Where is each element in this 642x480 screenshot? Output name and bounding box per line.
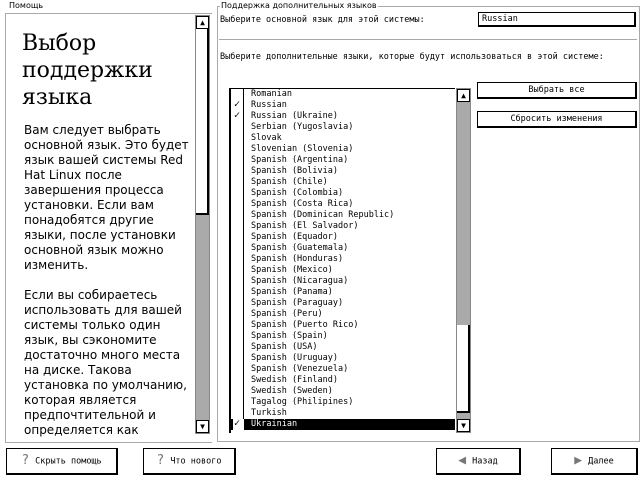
language-row[interactable] <box>231 210 455 221</box>
language-name: Ukrainian <box>251 419 298 429</box>
help-scroll-thumb[interactable] <box>196 29 209 215</box>
language-name: Tagalog (Philipines) <box>251 397 354 407</box>
language-checkbox[interactable] <box>233 397 244 408</box>
language-row[interactable] <box>231 386 455 397</box>
language-row[interactable] <box>231 133 455 144</box>
language-frame-title: Поддержка дополнительных языков <box>221 1 377 10</box>
language-checkbox[interactable] <box>233 265 244 276</box>
language-name: Spanish (Colombia) <box>251 188 344 198</box>
language-name: Spanish (Venezuela) <box>251 364 349 374</box>
language-checkbox[interactable] <box>233 210 244 221</box>
next-button[interactable] <box>551 448 638 475</box>
language-name: Spanish (Guatemala) <box>251 243 349 253</box>
language-list[interactable] <box>229 88 455 433</box>
language-row[interactable] <box>231 100 455 111</box>
scroll-down-icon[interactable]: ▼ <box>196 420 209 433</box>
language-name: Spanish (Costa Rica) <box>251 199 354 209</box>
language-row[interactable] <box>231 188 455 199</box>
language-checkbox[interactable] <box>233 364 244 375</box>
whats-new-label: Что нового <box>170 456 222 467</box>
language-name: Spanish (Mexico) <box>251 265 333 275</box>
next-arrow-icon: ▶ <box>574 453 583 468</box>
language-row[interactable] <box>231 89 455 100</box>
language-row[interactable] <box>231 111 455 122</box>
language-name: Spanish (Chile) <box>251 177 328 187</box>
language-checkbox[interactable] <box>233 309 244 320</box>
language-row[interactable] <box>231 320 455 331</box>
language-checkbox[interactable] <box>233 254 244 265</box>
language-checkbox[interactable] <box>233 386 244 397</box>
language-row[interactable] <box>231 155 455 166</box>
language-row[interactable] <box>231 221 455 232</box>
language-name: Spanish (Uruguay) <box>251 353 338 363</box>
language-checkbox[interactable] <box>233 199 244 210</box>
language-row[interactable] <box>231 419 455 430</box>
language-row[interactable] <box>231 309 455 320</box>
help-icon: ? <box>21 453 30 468</box>
language-row[interactable] <box>231 276 455 287</box>
reset-changes-button[interactable]: Сбросить изменения <box>477 111 637 128</box>
language-name: Serbian (Yugoslavia) <box>251 122 354 132</box>
language-row[interactable] <box>231 144 455 155</box>
language-name: Spanish (Argentina) <box>251 155 349 165</box>
language-row[interactable] <box>231 166 455 177</box>
language-checkbox[interactable] <box>233 111 244 122</box>
help-paragraph-2: Если вы собираетесь использовать для вашей системы только один язык, вы сэкономите достаточно много места на диске. Такова установка по умолчанию, которая является предпочтительной и определяется как <box>24 288 187 437</box>
help-scrollbar[interactable] <box>195 15 210 434</box>
scroll-up-icon[interactable]: ▲ <box>196 16 209 29</box>
select-all-button[interactable]: Выбрать все <box>477 82 637 99</box>
language-row[interactable] <box>231 353 455 364</box>
language-checkbox[interactable] <box>233 353 244 364</box>
language-scrollbar[interactable] <box>456 88 471 433</box>
language-row[interactable] <box>231 254 455 265</box>
language-checkbox[interactable] <box>233 298 244 309</box>
language-row[interactable] <box>231 342 455 353</box>
language-scroll-thumb[interactable] <box>457 325 470 413</box>
language-checkbox[interactable] <box>233 155 244 166</box>
language-name: Russian (Ukraine) <box>251 111 338 121</box>
language-checkbox[interactable] <box>233 177 244 188</box>
hide-help-label: Скрыть помощь <box>35 456 102 467</box>
language-name: Russian <box>251 100 287 110</box>
language-row[interactable] <box>231 331 455 342</box>
language-name: Spanish (Dominican Republic) <box>251 210 395 220</box>
language-row[interactable] <box>231 122 455 133</box>
help-paragraph-1: Вам следует выбрать основной язык. Это будет язык вашей системы Red Hat Linux после завершения процесса установки. Если вам понадобятся другие языки, после установки основной язык можно изменить. <box>24 123 189 272</box>
additional-languages-label: Выберите дополнительные языки, которые будут использоваться в этой системе: <box>220 52 604 62</box>
back-button[interactable] <box>436 448 521 475</box>
help-title: Выбор поддержки языка <box>22 31 153 110</box>
language-checkbox[interactable] <box>233 232 244 243</box>
language-checkbox[interactable] <box>233 287 244 298</box>
language-name: Swedish (Sweden) <box>251 386 333 396</box>
language-checkbox[interactable] <box>233 375 244 386</box>
primary-language-select[interactable]: Russian <box>478 12 636 27</box>
language-name: Spanish (Paraguay) <box>251 298 344 308</box>
language-name: Spanish (Spain) <box>251 331 328 341</box>
language-checkbox[interactable] <box>233 419 244 430</box>
language-checkbox[interactable] <box>233 188 244 199</box>
hide-help-button[interactable] <box>6 448 118 475</box>
language-name: Swedish (Finland) <box>251 375 338 385</box>
scroll-up-icon[interactable]: ▲ <box>457 89 470 102</box>
language-checkbox[interactable] <box>233 243 244 254</box>
language-row[interactable] <box>231 243 455 254</box>
language-name: Slovenian (Slovenia) <box>251 144 354 154</box>
help-content <box>19 30 189 440</box>
back-arrow-icon: ◀ <box>458 453 467 468</box>
next-label: Далее <box>588 456 614 467</box>
language-checkbox[interactable] <box>233 331 244 342</box>
language-name: Romanian <box>251 89 292 99</box>
language-checkbox[interactable] <box>233 144 244 155</box>
language-row[interactable] <box>231 298 455 309</box>
back-label: Назад <box>472 456 498 467</box>
language-name: Spanish (USA) <box>251 342 318 352</box>
primary-language-label: Выберите основной язык для этой системы: <box>220 15 425 25</box>
language-checkbox[interactable] <box>233 221 244 232</box>
language-row[interactable] <box>231 408 455 419</box>
language-row[interactable] <box>231 287 455 298</box>
language-row[interactable] <box>231 364 455 375</box>
language-row[interactable] <box>231 265 455 276</box>
help-frame-title: Помощь <box>9 1 44 10</box>
language-checkbox[interactable] <box>233 320 244 331</box>
divider <box>219 39 637 40</box>
language-name: Spanish (Panama) <box>251 287 333 297</box>
language-name: Spanish (El Salvador) <box>251 221 359 231</box>
language-row[interactable] <box>231 397 455 408</box>
language-name: Spanish (Puerto Rico) <box>251 320 359 330</box>
language-name: Spanish (Honduras) <box>251 254 344 264</box>
language-checkbox[interactable] <box>233 342 244 353</box>
language-row[interactable] <box>231 375 455 386</box>
help-icon: ? <box>156 453 165 468</box>
whats-new-button[interactable] <box>143 448 236 475</box>
language-name: Spanish (Nicaragua) <box>251 276 349 286</box>
language-name: Spanish (Peru) <box>251 309 323 319</box>
language-checkbox[interactable] <box>233 166 244 177</box>
language-name: Turkish <box>251 408 287 418</box>
language-name: Spanish (Equador) <box>251 232 338 242</box>
language-row[interactable] <box>231 177 455 188</box>
language-row[interactable] <box>231 232 455 243</box>
language-name: Spanish (Bolivia) <box>251 166 338 176</box>
language-checkbox[interactable] <box>233 276 244 287</box>
language-row[interactable] <box>231 199 455 210</box>
scroll-down-icon[interactable]: ▼ <box>457 419 470 432</box>
language-checkbox[interactable] <box>233 133 244 144</box>
language-checkbox[interactable] <box>233 122 244 133</box>
language-name: Slovak <box>251 133 282 143</box>
